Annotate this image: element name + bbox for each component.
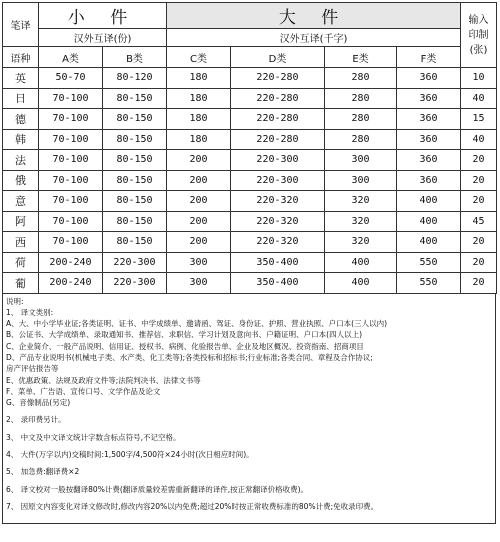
note-line: A、大、中小学毕业证;各类证明、证书、中学成绩单、邀请函、驾证、身份证、护照、营业执照、户口本(三人以内)	[6, 319, 388, 329]
notes-section	[2, 294, 496, 524]
price-cell-c: 200	[167, 232, 231, 253]
shu-ru-label: 输入	[468, 14, 489, 26]
language-cell: 法	[3, 150, 39, 171]
price-cell-b: 80-150	[103, 109, 167, 130]
price-cell-c: 300	[167, 252, 231, 273]
table-row	[3, 88, 497, 109]
price-cell-b: 80-150	[103, 211, 167, 232]
price-sheet	[2, 2, 496, 524]
price-cell-c: 200	[167, 211, 231, 232]
price-cell-d: 220-280	[231, 109, 325, 130]
price-cell-d: 220-280	[231, 68, 325, 89]
price-cell-b: 80-150	[103, 191, 167, 212]
price-cell-d: 220-280	[231, 129, 325, 150]
price-cell-f: 400	[397, 191, 461, 212]
price-cell-e: 400	[325, 273, 397, 294]
price-cell-a: 50-70	[39, 68, 103, 89]
price-cell-p: 20	[461, 232, 497, 253]
table-row	[3, 109, 497, 130]
language-cell: 葡	[3, 273, 39, 294]
language-cell: 荷	[3, 252, 39, 273]
yin-zhi-label: 印制	[468, 29, 489, 41]
table-row	[3, 252, 497, 273]
price-cell-f: 550	[397, 252, 461, 273]
price-cell-d: 350-400	[231, 273, 325, 294]
price-cell-d: 220-320	[231, 232, 325, 253]
table-row	[3, 129, 497, 150]
price-cell-b: 80-150	[103, 150, 167, 171]
price-cell-a: 200-240	[39, 273, 103, 294]
price-cell-a: 70-100	[39, 109, 103, 130]
price-cell-p: 20	[461, 150, 497, 171]
price-cell-d: 350-400	[231, 252, 325, 273]
zhang-label: (张)	[469, 44, 488, 56]
price-cell-c: 180	[167, 68, 231, 89]
price-cell-d: 220-280	[231, 88, 325, 109]
price-cell-p: 15	[461, 109, 497, 130]
price-cell-p: 20	[461, 273, 497, 294]
price-cell-f: 360	[397, 109, 461, 130]
note-line: E、优惠政策、法规及政府文件等;法院判决书、法律文书等	[6, 375, 201, 385]
price-cell-d: 220-300	[231, 170, 325, 191]
price-cell-d: 220-300	[231, 150, 325, 171]
col-a-header: A类	[39, 47, 103, 68]
language-cell: 俄	[3, 170, 39, 191]
price-cell-a: 70-100	[39, 88, 103, 109]
price-cell-p: 20	[461, 170, 497, 191]
han-wai-qian-header: 汉外互译(千字)	[167, 29, 461, 47]
notes-title: 说明:	[6, 296, 24, 306]
price-cell-c: 180	[167, 129, 231, 150]
col-e-header: E类	[325, 47, 397, 68]
price-cell-b: 80-150	[103, 170, 167, 191]
header-row-3	[3, 47, 497, 68]
price-cell-b: 80-150	[103, 88, 167, 109]
price-cell-c: 200	[167, 170, 231, 191]
table-row	[3, 68, 497, 89]
yu-zhong-label: 语种	[3, 47, 39, 68]
language-cell: 意	[3, 191, 39, 212]
language-cell: 德	[3, 109, 39, 130]
col-b-header: B类	[103, 47, 167, 68]
note-line: 7、 因原文内容变化对译文修改时,修改内容20%以内免费;超过20%时按正常收费标准的80%计费;免收录印费。	[6, 501, 379, 511]
table-row	[3, 211, 497, 232]
col-d-header: D类	[231, 47, 325, 68]
price-cell-b: 220-300	[103, 252, 167, 273]
note-line: 1、 译文类别:	[6, 307, 54, 317]
col-f-header: F类	[397, 47, 461, 68]
price-cell-f: 400	[397, 211, 461, 232]
price-cell-b: 220-300	[103, 273, 167, 294]
price-cell-c: 180	[167, 88, 231, 109]
price-cell-c: 200	[167, 150, 231, 171]
price-cell-f: 360	[397, 129, 461, 150]
language-cell: 日	[3, 88, 39, 109]
price-cell-e: 300	[325, 170, 397, 191]
language-cell: 英	[3, 68, 39, 89]
price-cell-a: 70-100	[39, 150, 103, 171]
price-cell-e: 400	[325, 252, 397, 273]
note-line: 房产评估报告等	[6, 364, 59, 374]
table-body	[3, 68, 497, 294]
price-cell-a: 70-100	[39, 170, 103, 191]
table-row	[3, 170, 497, 191]
note-line: G、音像制品(另定)	[6, 398, 71, 408]
price-cell-f: 360	[397, 68, 461, 89]
price-cell-b: 80-150	[103, 129, 167, 150]
table-row	[3, 191, 497, 212]
note-line: 6、 译文校对一般按翻译80%计费(翻译质量较差需重新翻译的译件,按正常翻译价格收费)。	[6, 484, 309, 494]
price-cell-p: 40	[461, 88, 497, 109]
note-line: C、企业简介、一般产品说明、信用证、授权书、病例、化验报告单、企业及地区概况、投资指南、招商项目	[6, 341, 364, 351]
price-cell-e: 320	[325, 211, 397, 232]
price-cell-p: 10	[461, 68, 497, 89]
price-cell-e: 320	[325, 191, 397, 212]
han-wai-fen-header: 汉外互译(份)	[39, 29, 167, 47]
price-cell-f: 360	[397, 170, 461, 191]
price-cell-p: 45	[461, 211, 497, 232]
price-cell-e: 300	[325, 150, 397, 171]
col-c-header: C类	[167, 47, 231, 68]
price-cell-f: 360	[397, 88, 461, 109]
note-line: 2、 录印费另计。	[6, 415, 66, 425]
note-line: 3、 中文及中文译文统计字数含标点符号,不记空格。	[6, 432, 181, 442]
price-cell-a: 70-100	[39, 232, 103, 253]
price-cell-a: 200-240	[39, 252, 103, 273]
price-cell-f: 550	[397, 273, 461, 294]
price-cell-a: 70-100	[39, 191, 103, 212]
table-row	[3, 232, 497, 253]
price-cell-d: 220-320	[231, 211, 325, 232]
language-cell: 阿	[3, 211, 39, 232]
print-header	[461, 3, 497, 68]
table-row	[3, 150, 497, 171]
price-cell-p: 20	[461, 252, 497, 273]
price-cell-a: 70-100	[39, 211, 103, 232]
note-line: B、公证书、大学成绩单、录取通知书、推荐信、求职信、学习计划及意向书、户籍证明、户口本(四人以上)	[6, 330, 362, 340]
price-cell-b: 80-150	[103, 232, 167, 253]
bi-yi-label: 笔译	[3, 3, 39, 47]
price-cell-d: 220-320	[231, 191, 325, 212]
language-cell: 韩	[3, 129, 39, 150]
note-line: F、菜单、广告语、宣传口号、文学作品及论文	[6, 386, 161, 396]
table-row	[3, 273, 497, 294]
price-cell-e: 280	[325, 88, 397, 109]
price-cell-e: 280	[325, 68, 397, 89]
price-cell-f: 360	[397, 150, 461, 171]
header-row-2	[3, 29, 497, 47]
note-line: 5、 加急费:翻译费×2	[6, 467, 80, 477]
da-jian-header: 大 件	[167, 3, 461, 29]
price-cell-c: 200	[167, 191, 231, 212]
price-cell-p: 20	[461, 191, 497, 212]
header-row-1	[3, 3, 497, 29]
note-line: 4、 大件(万字以内)交稿时间:1,500字/4,500符×24小时(次日相应时间)。	[6, 450, 254, 460]
price-cell-b: 80-120	[103, 68, 167, 89]
price-cell-a: 70-100	[39, 129, 103, 150]
price-cell-e: 280	[325, 109, 397, 130]
note-line: D、产品专业说明书(机械电子类、水产类、化工类等);各类投标和招标书;行业标准;各类合同、章程及合作协议;	[6, 352, 373, 362]
price-cell-f: 400	[397, 232, 461, 253]
price-cell-e: 320	[325, 232, 397, 253]
price-table	[2, 2, 497, 294]
xiao-jian-header: 小 件	[39, 3, 167, 29]
price-cell-c: 300	[167, 273, 231, 294]
price-cell-p: 40	[461, 129, 497, 150]
price-cell-c: 180	[167, 109, 231, 130]
language-cell: 西	[3, 232, 39, 253]
price-cell-e: 280	[325, 129, 397, 150]
